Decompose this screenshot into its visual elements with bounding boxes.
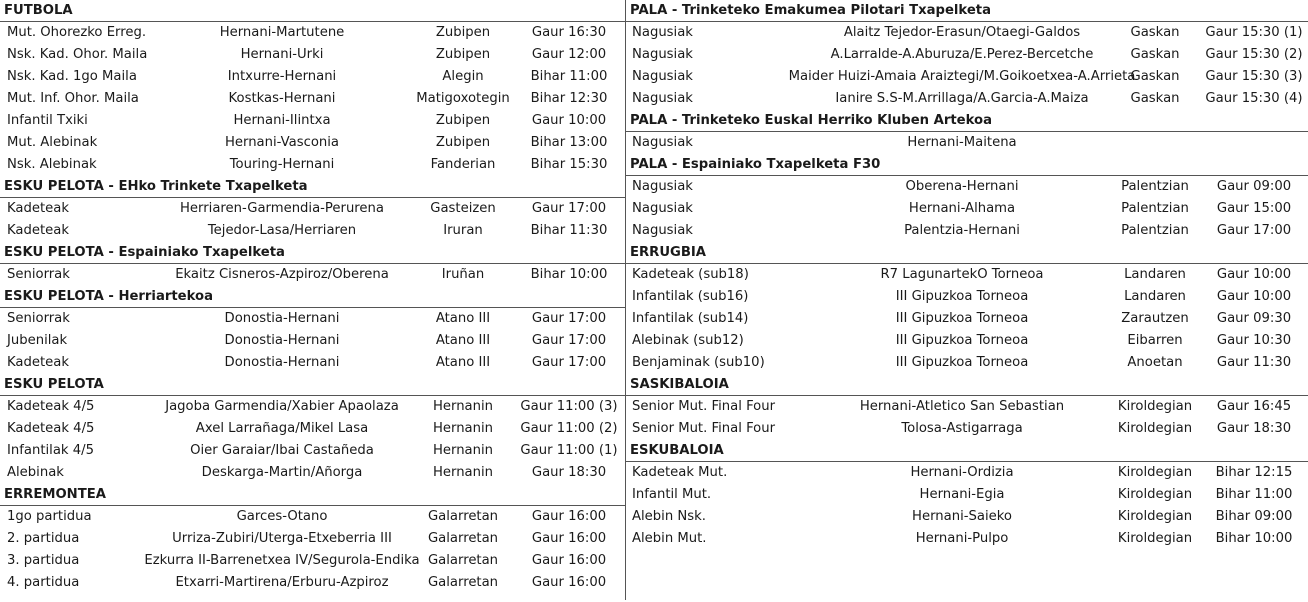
venue-cell: Galarretan (427, 575, 499, 590)
venue-cell: Iruñan (441, 267, 485, 282)
category-cell: Kadeteak (sub18) (632, 267, 749, 282)
section-title: PALA - Trinketeko Emakumea Pilotari Txapelketa (626, 0, 1308, 22)
time-cell: Bihar 09:00 (1215, 509, 1293, 524)
match-row (626, 396, 1308, 418)
teams-cell: Oier Garaiar/Ibai Castañeda (190, 443, 374, 458)
match-row (0, 220, 626, 242)
venue-cell: Iruran (443, 223, 483, 238)
category-cell: Alebinak (sub12) (632, 333, 744, 348)
time-cell: Gaur 17:00 (531, 311, 607, 326)
category-cell: Seniorrak (7, 267, 70, 282)
teams-cell: Oberena-Hernani (905, 179, 1019, 194)
match-row (0, 440, 626, 462)
category-cell: Senior Mut. Final Four (632, 421, 776, 436)
venue-cell: Matigoxotegin (416, 91, 510, 106)
teams-cell: III Gipuzkoa Torneoa (895, 311, 1029, 326)
venue-cell: Alegin (442, 69, 484, 84)
time-cell: Gaur 15:30 (4) (1205, 91, 1303, 106)
teams-cell: A.Larralde-A.Aburuza/E.Perez-Bercetche (830, 47, 1094, 62)
match-row (0, 198, 626, 220)
teams-cell: Touring-Hernani (229, 157, 335, 172)
time-cell: Gaur 16:00 (531, 531, 607, 546)
time-cell: Gaur 17:00 (531, 355, 607, 370)
teams-cell: Ekaitz Cisneros-Azpiroz/Oberena (175, 267, 389, 282)
category-cell: 3. partidua (7, 553, 80, 568)
time-cell: Gaur 15:30 (2) (1205, 47, 1303, 62)
category-cell: Infantilak (sub14) (632, 311, 749, 326)
match-row (626, 220, 1308, 242)
category-cell: Mut. Ohorezko Erreg. (7, 25, 147, 40)
match-row (0, 308, 626, 330)
teams-cell: Hernani-Saieko (912, 509, 1012, 524)
match-row (626, 418, 1308, 440)
category-cell: 1go partidua (7, 509, 92, 524)
teams-cell: Donostia-Hernani (224, 355, 340, 370)
time-cell: Gaur 12:00 (531, 47, 607, 62)
time-cell: Gaur 17:00 (531, 333, 607, 348)
time-cell: Bihar 13:00 (530, 135, 608, 150)
venue-cell: Kiroldegian (1117, 509, 1193, 524)
time-cell: Bihar 10:00 (1215, 531, 1293, 546)
category-cell: Infantil Txiki (7, 113, 88, 128)
schedule-section (626, 0, 1308, 110)
time-cell: Gaur 10:30 (1216, 333, 1292, 348)
venue-cell: Gasteizen (430, 201, 496, 216)
match-row (0, 132, 626, 154)
time-cell: Gaur 11:00 (2) (520, 421, 618, 436)
venue-cell: Eibarren (1127, 333, 1183, 348)
time-cell: Gaur 09:00 (1216, 179, 1292, 194)
match-row (0, 550, 626, 572)
teams-cell: Hernani-Atletico San Sebastian (859, 399, 1065, 414)
teams-cell: Tolosa-Astigarraga (901, 421, 1023, 436)
time-cell: Bihar 11:00 (1215, 487, 1293, 502)
time-cell: Gaur 15:00 (1216, 201, 1292, 216)
teams-cell: III Gipuzkoa Torneoa (895, 355, 1029, 370)
category-cell: Nagusiak (632, 223, 693, 238)
category-cell: Infantilak 4/5 (7, 443, 94, 458)
match-row (0, 66, 626, 88)
time-cell: Gaur 11:00 (1) (520, 443, 618, 458)
match-row (626, 506, 1308, 528)
venue-cell: Hernanin (432, 399, 494, 414)
teams-cell: III Gipuzkoa Torneoa (895, 289, 1029, 304)
category-cell: Alebinak (7, 465, 64, 480)
match-row (626, 352, 1308, 374)
match-row (626, 462, 1308, 484)
schedule-section (626, 374, 1308, 440)
venue-cell: Kiroldegian (1117, 487, 1193, 502)
teams-cell: Donostia-Hernani (224, 311, 340, 326)
time-cell: Gaur 09:30 (1216, 311, 1292, 326)
section-title: ESKU PELOTA (0, 374, 626, 396)
time-cell: Gaur 16:00 (531, 509, 607, 524)
teams-cell: Urriza-Zubiri/Uterga-Etxeberria III (172, 531, 392, 546)
teams-cell: Tejedor-Lasa/Herriaren (207, 223, 357, 238)
schedule-section (0, 0, 626, 176)
category-cell: Nagusiak (632, 69, 693, 84)
venue-cell: Fanderian (430, 157, 496, 172)
venue-cell: Kiroldegian (1117, 421, 1193, 436)
time-cell: Bihar 10:00 (530, 267, 608, 282)
category-cell: Mut. Alebinak (7, 135, 98, 150)
category-cell: Nagusiak (632, 91, 693, 106)
venue-cell: Gaskan (1130, 47, 1180, 62)
match-row (626, 264, 1308, 286)
match-row (0, 330, 626, 352)
venue-cell: Landaren (1124, 267, 1186, 282)
section-title: ESKU PELOTA - EHko Trinkete Txapelketa (0, 176, 626, 198)
teams-cell: Palentzia-Hernani (904, 223, 1020, 238)
category-cell: Nsk. Kad. 1go Maila (7, 69, 137, 84)
time-cell: Gaur 15:30 (1) (1205, 25, 1303, 40)
match-row (626, 22, 1308, 44)
teams-cell: Herriaren-Garmendia-Perurena (180, 201, 384, 216)
teams-cell: Hernani-Maitena (907, 135, 1017, 150)
venue-cell: Kiroldegian (1117, 531, 1193, 546)
venue-cell: Gaskan (1130, 91, 1180, 106)
venue-cell: Kiroldegian (1117, 465, 1193, 480)
schedule-section (626, 242, 1308, 374)
match-row (626, 88, 1308, 110)
match-row (0, 22, 626, 44)
category-cell: Kadeteak 4/5 (7, 399, 95, 414)
time-cell: Bihar 12:15 (1215, 465, 1293, 480)
teams-cell: Hernani-Pulpo (915, 531, 1009, 546)
category-cell: Kadeteak (7, 355, 69, 370)
venue-cell: Galarretan (427, 553, 499, 568)
venue-cell: Atano III (435, 333, 491, 348)
category-cell: Jubenilak (7, 333, 68, 348)
match-row (0, 88, 626, 110)
venue-cell: Zubipen (435, 25, 491, 40)
match-row (626, 330, 1308, 352)
section-title: ERREMONTEA (0, 484, 626, 506)
time-cell: Gaur 11:30 (1216, 355, 1292, 370)
match-row (626, 66, 1308, 88)
time-cell: Gaur 16:45 (1216, 399, 1292, 414)
time-cell: Gaur 18:30 (531, 465, 607, 480)
venue-cell: Kiroldegian (1117, 399, 1193, 414)
category-cell: Nsk. Kad. Ohor. Maila (7, 47, 148, 62)
teams-cell: Ianire S.S-M.Arrillaga/A.Garcia-A.Maiza (835, 91, 1089, 106)
teams-cell: Ezkurra II-Barrenetxea IV/Segurola-Endika (144, 553, 420, 568)
section-title: FUTBOLA (0, 0, 626, 22)
time-cell: Gaur 11:00 (3) (520, 399, 618, 414)
teams-cell: Hernani-Urki (240, 47, 324, 62)
venue-cell: Palentzian (1121, 201, 1189, 216)
venue-cell: Atano III (435, 311, 491, 326)
teams-cell: III Gipuzkoa Torneoa (895, 333, 1029, 348)
teams-cell: Deskarga-Martin/Añorga (201, 465, 363, 480)
match-row (0, 462, 626, 484)
venue-cell: Gaskan (1130, 69, 1180, 84)
category-cell: Infantilak (sub16) (632, 289, 749, 304)
venue-cell: Landaren (1124, 289, 1186, 304)
category-cell: Alebin Nsk. (632, 509, 706, 524)
match-row (0, 44, 626, 66)
time-cell: Gaur 18:30 (1216, 421, 1292, 436)
time-cell: Bihar 11:30 (530, 223, 608, 238)
time-cell: Bihar 12:30 (530, 91, 608, 106)
time-cell: Gaur 17:00 (531, 201, 607, 216)
match-row (0, 352, 626, 374)
venue-cell: Zubipen (435, 135, 491, 150)
venue-cell: Atano III (435, 355, 491, 370)
category-cell: Mut. Inf. Ohor. Maila (7, 91, 139, 106)
venue-cell: Zubipen (435, 113, 491, 128)
venue-cell: Zarautzen (1121, 311, 1189, 326)
match-row (0, 154, 626, 176)
venue-cell: Galarretan (427, 531, 499, 546)
schedule-section (626, 110, 1308, 154)
venue-cell: Palentzian (1121, 223, 1189, 238)
schedule-section (0, 242, 626, 286)
time-cell: Gaur 16:00 (531, 553, 607, 568)
teams-cell: R7 LagunartekO Torneoa (880, 267, 1044, 282)
match-row (626, 484, 1308, 506)
category-cell: 2. partidua (7, 531, 80, 546)
section-title: ESKUBALOIA (626, 440, 1308, 462)
category-cell: Nagusiak (632, 135, 693, 150)
match-row (626, 198, 1308, 220)
category-cell: 4. partidua (7, 575, 80, 590)
section-title: PALA - Trinketeko Euskal Herriko Kluben Artekoa (626, 110, 1308, 132)
category-cell: Kadeteak 4/5 (7, 421, 95, 436)
venue-cell: Hernanin (432, 465, 494, 480)
category-cell: Kadeteak (7, 223, 69, 238)
teams-cell: Jagoba Garmendia/Xabier Apaolaza (165, 399, 399, 414)
time-cell: Gaur 10:00 (1216, 267, 1292, 282)
category-cell: Benjaminak (sub10) (632, 355, 765, 370)
section-title: PALA - Espainiako Txapelketa F30 (626, 154, 1308, 176)
category-cell: Nagusiak (632, 179, 693, 194)
teams-cell: Hernani-Vasconia (224, 135, 340, 150)
right-schedule-column (626, 0, 1308, 550)
teams-cell: Hernani-Egia (919, 487, 1005, 502)
venue-cell: Hernanin (432, 421, 494, 436)
category-cell: Nagusiak (632, 201, 693, 216)
category-cell: Alebin Mut. (632, 531, 707, 546)
schedule-section (0, 286, 626, 374)
match-row (0, 264, 626, 286)
teams-cell: Hernani-Ilintxa (233, 113, 331, 128)
venue-cell: Zubipen (435, 47, 491, 62)
time-cell: Gaur 10:00 (531, 113, 607, 128)
teams-cell: Kostkas-Hernani (228, 91, 336, 106)
match-row (0, 528, 626, 550)
match-row (0, 572, 626, 594)
teams-cell: Maider Huizi-Amaia Araiztegi/M.Goikoetxea-A.Arrieta (788, 69, 1136, 84)
time-cell: Gaur 17:00 (1216, 223, 1292, 238)
section-title: ESKU PELOTA - Espainiako Txapelketa (0, 242, 626, 264)
venue-cell: Gaskan (1130, 25, 1180, 40)
category-cell: Senior Mut. Final Four (632, 399, 776, 414)
time-cell: Bihar 15:30 (530, 157, 608, 172)
teams-cell: Axel Larrañaga/Mikel Lasa (195, 421, 369, 436)
venue-cell: Palentzian (1121, 179, 1189, 194)
category-cell: Kadeteak Mut. (632, 465, 728, 480)
teams-cell: Hernani-Ordizia (910, 465, 1014, 480)
match-row (626, 286, 1308, 308)
teams-cell: Donostia-Hernani (224, 333, 340, 348)
match-row (0, 110, 626, 132)
schedule-section (0, 176, 626, 242)
time-cell: Bihar 11:00 (530, 69, 608, 84)
schedule-section (626, 154, 1308, 242)
match-row (626, 176, 1308, 198)
category-cell: Seniorrak (7, 311, 70, 326)
match-row (0, 418, 626, 440)
left-schedule-column (0, 0, 626, 594)
teams-cell: Hernani-Alhama (908, 201, 1016, 216)
match-row (626, 528, 1308, 550)
schedule-section (626, 440, 1308, 550)
time-cell: Gaur 10:00 (1216, 289, 1292, 304)
time-cell: Gaur 16:30 (531, 25, 607, 40)
match-row (626, 44, 1308, 66)
time-cell: Gaur 15:30 (3) (1205, 69, 1303, 84)
category-cell: Kadeteak (7, 201, 69, 216)
teams-cell: Etxarri-Martirena/Erburu-Azpiroz (175, 575, 389, 590)
section-title: ERRUGBIA (626, 242, 1308, 264)
match-row (0, 396, 626, 418)
match-row (626, 308, 1308, 330)
venue-cell: Hernanin (432, 443, 494, 458)
match-row (0, 506, 626, 528)
teams-cell: Alaitz Tejedor-Erasun/Otaegi-Galdos (843, 25, 1081, 40)
match-row (626, 132, 1308, 154)
category-cell: Nsk. Alebinak (7, 157, 97, 172)
venue-cell: Galarretan (427, 509, 499, 524)
teams-cell: Hernani-Martutene (219, 25, 345, 40)
venue-cell: Anoetan (1127, 355, 1183, 370)
schedule-section (0, 374, 626, 484)
section-title: ESKU PELOTA - Herriartekoa (0, 286, 626, 308)
teams-cell: Garces-Otano (236, 509, 328, 524)
category-cell: Infantil Mut. (632, 487, 712, 502)
category-cell: Nagusiak (632, 47, 693, 62)
schedule-section (0, 484, 626, 594)
time-cell: Gaur 16:00 (531, 575, 607, 590)
category-cell: Nagusiak (632, 25, 693, 40)
section-title: SASKIBALOIA (626, 374, 1308, 396)
teams-cell: Intxurre-Hernani (227, 69, 337, 84)
